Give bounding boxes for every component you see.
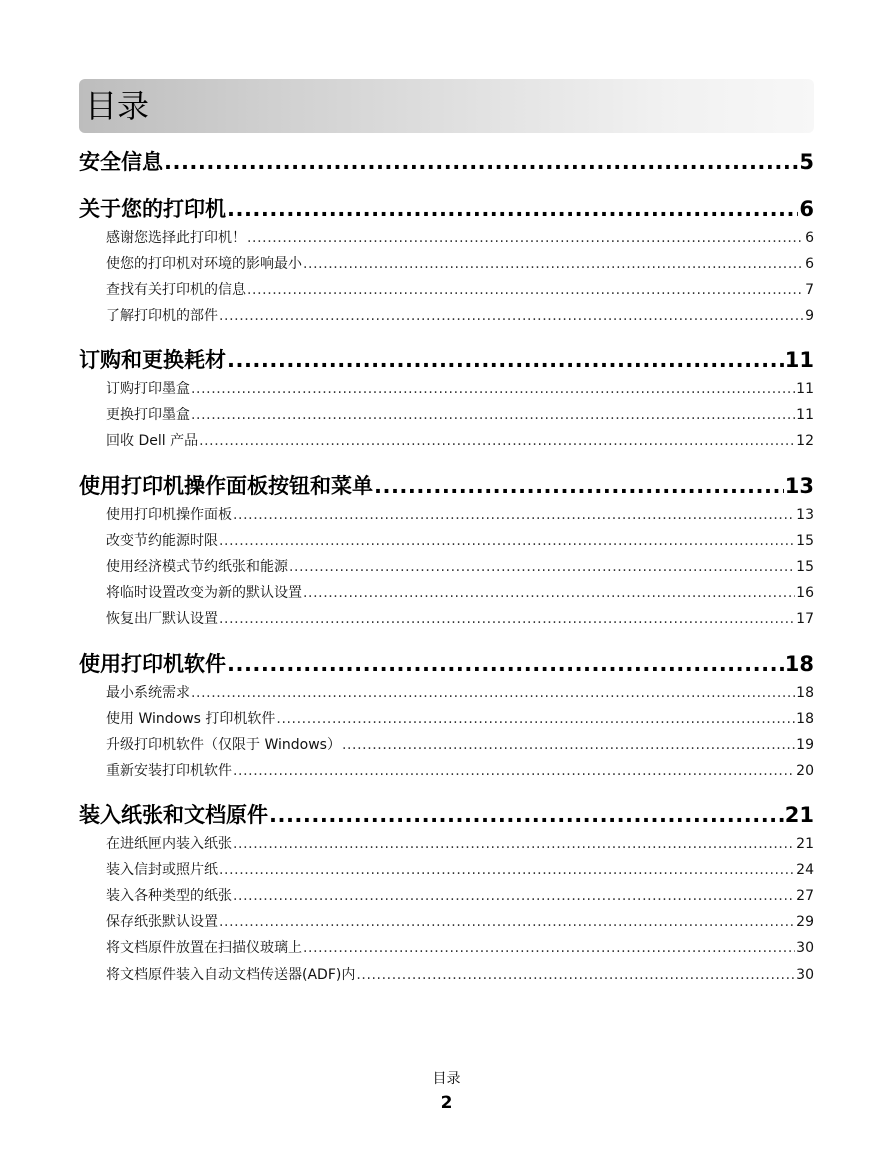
leader-dots (247, 230, 804, 246)
toc-section[interactable] (79, 470, 814, 496)
toc-item-label: 重新安装打印机软件 (106, 763, 232, 779)
leader-dots (227, 348, 784, 372)
leader-dots (164, 150, 798, 174)
toc-item-page: 15 (796, 533, 814, 549)
leader-dots (191, 685, 795, 701)
leader-dots (227, 197, 798, 221)
toc-item-label: 使用打印机操作面板 (106, 507, 232, 523)
toc-item[interactable] (106, 504, 814, 522)
toc-item-label: 查找有关打印机的信息 (106, 282, 246, 298)
leader-dots (219, 862, 795, 878)
toc-item[interactable] (106, 279, 814, 297)
leader-dots (303, 256, 804, 272)
toc-item[interactable] (106, 964, 814, 982)
leader-dots (219, 533, 795, 549)
leader-dots (289, 559, 795, 575)
toc-item[interactable] (106, 305, 814, 323)
toc-item-page: 13 (796, 507, 814, 523)
toc-item[interactable] (106, 885, 814, 903)
toc-item[interactable] (106, 378, 814, 396)
toc-item-page: 18 (796, 711, 814, 727)
leader-dots (219, 308, 804, 324)
toc-item-page: 29 (796, 914, 814, 930)
toc-item-page: 30 (796, 940, 814, 956)
toc-item-page: 24 (796, 862, 814, 878)
leader-dots (227, 652, 784, 676)
toc-item-label: 改变节约能源时限 (106, 533, 218, 549)
toc-section-title: 装入纸张和文档原件 (79, 803, 268, 827)
leader-dots (342, 737, 795, 753)
toc-item[interactable] (106, 911, 814, 929)
toc-item-label: 装入信封或照片纸 (106, 862, 218, 878)
toc-item-page: 7 (805, 282, 814, 298)
leader-dots (233, 888, 795, 904)
toc-section-title: 安全信息 (79, 150, 163, 174)
leader-dots (199, 433, 795, 449)
toc-section-page: 21 (784, 803, 814, 827)
leader-dots (303, 585, 795, 601)
toc-header-banner (79, 79, 814, 133)
toc-item[interactable] (106, 530, 814, 548)
toc-item-page: 6 (805, 230, 814, 246)
toc-item-label: 最小系统需求 (106, 685, 190, 701)
toc-section-title: 订购和更换耗材 (79, 348, 226, 372)
leader-dots (269, 803, 784, 827)
toc-item[interactable] (106, 682, 814, 700)
toc-section[interactable] (79, 193, 814, 219)
toc-item[interactable] (106, 582, 814, 600)
toc-item-label: 了解打印机的部件 (106, 308, 218, 324)
toc-item-label: 将文档原件装入自动文档传送器(ADF)内 (106, 967, 356, 983)
toc-section[interactable] (79, 648, 814, 674)
toc-section[interactable] (79, 799, 814, 825)
toc-item-label: 感谢您选择此打印机！ (106, 230, 246, 246)
leader-dots (219, 611, 795, 627)
toc-item-label: 恢复出厂默认设置 (106, 611, 218, 627)
toc-item[interactable] (106, 760, 814, 778)
toc-item[interactable] (106, 734, 814, 752)
toc-item-page: 12 (796, 433, 814, 449)
toc-section[interactable] (79, 146, 814, 172)
toc-item-label: 升级打印机软件（仅限于 Windows） (106, 737, 341, 753)
leader-dots (303, 940, 795, 956)
leader-dots (233, 507, 795, 523)
toc-item-page: 17 (796, 611, 814, 627)
toc-section-page: 18 (784, 652, 814, 676)
leader-dots (356, 967, 795, 983)
toc-item-page: 11 (796, 381, 814, 397)
toc-item[interactable] (106, 404, 814, 422)
toc-item-page: 19 (796, 737, 814, 753)
toc-item-page: 11 (796, 407, 814, 423)
toc-item[interactable] (106, 708, 814, 726)
leader-dots (374, 474, 784, 498)
toc-item-label: 保存纸张默认设置 (106, 914, 218, 930)
toc-section-title: 使用打印机软件 (79, 652, 226, 676)
toc-item-page: 27 (796, 888, 814, 904)
toc-item-page: 20 (796, 763, 814, 779)
toc-section-page: 11 (784, 348, 814, 372)
toc-section-page: 5 (799, 150, 814, 174)
toc-section-page: 6 (799, 197, 814, 221)
leader-dots (276, 711, 795, 727)
toc-item-label: 在进纸匣内装入纸张 (106, 836, 232, 852)
toc-item[interactable] (106, 859, 814, 877)
page-number: 2 (440, 1093, 453, 1113)
toc-item[interactable] (106, 430, 814, 448)
toc-section-page: 13 (784, 474, 814, 498)
toc-item-label: 订购打印墨盒 (106, 381, 190, 397)
toc-item-label: 使用经济模式节约纸张和能源 (106, 559, 288, 575)
toc-item-page: 6 (805, 256, 814, 272)
toc-item-label: 使您的打印机对环境的影响最小 (106, 256, 302, 272)
toc-item-label: 将文档原件放置在扫描仪玻璃上 (106, 940, 302, 956)
toc-item-page: 18 (796, 685, 814, 701)
leader-dots (233, 836, 795, 852)
toc-item-page: 16 (796, 585, 814, 601)
toc-item-label: 将临时设置改变为新的默认设置 (106, 585, 302, 601)
page-title: 目录 (85, 87, 150, 125)
toc-item[interactable] (106, 608, 814, 626)
toc-item-label: 回收 Dell 产品 (106, 433, 199, 449)
toc-item[interactable] (106, 253, 814, 271)
toc-item[interactable] (106, 227, 814, 245)
toc-section-title: 关于您的打印机 (79, 197, 226, 221)
toc-item[interactable] (106, 937, 814, 955)
toc-item-page: 9 (805, 308, 814, 324)
leader-dots (219, 914, 795, 930)
toc-item[interactable] (106, 556, 814, 574)
toc-item-page: 15 (796, 559, 814, 575)
leader-dots (233, 763, 795, 779)
toc-item-page: 21 (796, 836, 814, 852)
toc-item[interactable] (106, 833, 814, 851)
toc-section-title: 使用打印机操作面板按钮和菜单 (79, 474, 373, 498)
toc-item-page: 30 (796, 967, 814, 983)
leader-dots (191, 407, 795, 423)
leader-dots (247, 282, 804, 298)
toc-section[interactable] (79, 344, 814, 370)
toc-item-label: 使用 Windows 打印机软件 (106, 711, 276, 727)
toc-item-label: 装入各种类型的纸张 (106, 888, 232, 904)
leader-dots (191, 381, 795, 397)
footer-label: 目录 (432, 1071, 461, 1087)
toc-item-label: 更换打印墨盒 (106, 407, 190, 423)
